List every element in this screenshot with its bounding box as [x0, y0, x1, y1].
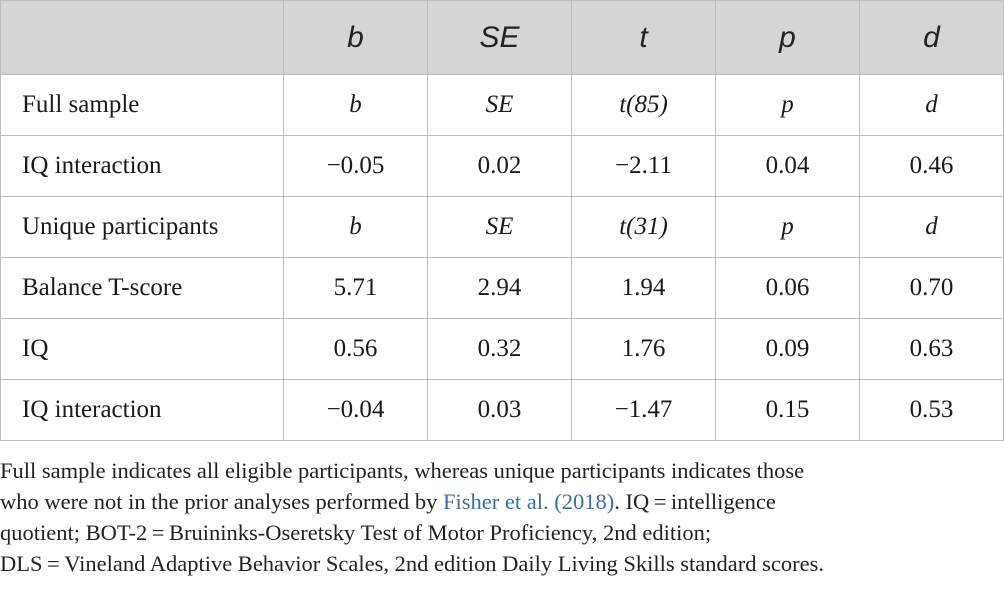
cell-p: p	[716, 75, 860, 136]
cell-t: 1.94	[572, 258, 716, 319]
footnote-line: DLS = Vineland Adaptive Behavior Scales, 2nd edition Daily Living Skills standard scores.	[0, 551, 824, 576]
cell-d: 0.63	[860, 319, 1004, 380]
footnote-text: . IQ = intelligence	[614, 489, 776, 514]
table-row	[1, 136, 1004, 197]
cell-p: 0.06	[716, 258, 860, 319]
cell-p: p	[716, 197, 860, 258]
row-label: IQ	[1, 319, 284, 380]
cell-se: 0.02	[428, 136, 572, 197]
cell-b: −0.04	[284, 380, 428, 441]
cell-p: 0.09	[716, 319, 860, 380]
table-row	[1, 197, 1004, 258]
table-body	[1, 75, 1004, 441]
cell-b: b	[284, 75, 428, 136]
table-header	[1, 1, 1004, 75]
row-label: IQ interaction	[1, 136, 284, 197]
footnote-line: quotient; BOT-2 = Bruininks-Oseretsky Test of Motor Proficiency, 2nd edition;	[0, 520, 712, 545]
cell-b: b	[284, 197, 428, 258]
cell-t: t(85)	[572, 75, 716, 136]
cell-p: 0.04	[716, 136, 860, 197]
table-footnote	[0, 455, 1000, 579]
footnote-line: Full sample indicates all eligible participants, whereas unique participants indicates those	[0, 458, 805, 483]
citation-link[interactable]: Fisher et al. (2018)	[443, 489, 615, 514]
cell-p: 0.15	[716, 380, 860, 441]
cell-t: t(31)	[572, 197, 716, 258]
cell-d: 0.70	[860, 258, 1004, 319]
cell-d: 0.46	[860, 136, 1004, 197]
footnote-text: who were not in the prior analyses performed by	[0, 489, 443, 514]
header-cell-label	[1, 1, 284, 75]
row-label: Full sample	[1, 75, 284, 136]
table-row	[1, 380, 1004, 441]
row-label: Unique participants	[1, 197, 284, 258]
table-row	[1, 258, 1004, 319]
cell-se: SE	[428, 197, 572, 258]
cell-se: SE	[428, 75, 572, 136]
header-cell-t: t	[572, 1, 716, 75]
cell-d: 0.53	[860, 380, 1004, 441]
cell-d: d	[860, 75, 1004, 136]
table-row	[1, 319, 1004, 380]
cell-d: d	[860, 197, 1004, 258]
header-cell-se: SE	[428, 1, 572, 75]
cell-b: −0.05	[284, 136, 428, 197]
cell-t: −2.11	[572, 136, 716, 197]
header-row	[1, 1, 1004, 75]
cell-se: 2.94	[428, 258, 572, 319]
header-cell-b: b	[284, 1, 428, 75]
footnote-line	[0, 486, 1000, 517]
cell-t: −1.47	[572, 380, 716, 441]
cell-t: 1.76	[572, 319, 716, 380]
header-cell-d: d	[860, 1, 1004, 75]
cell-se: 0.03	[428, 380, 572, 441]
table-row	[1, 75, 1004, 136]
cell-b: 0.56	[284, 319, 428, 380]
cell-se: 0.32	[428, 319, 572, 380]
header-cell-p: p	[716, 1, 860, 75]
row-label: IQ interaction	[1, 380, 284, 441]
row-label: Balance T-score	[1, 258, 284, 319]
cell-b: 5.71	[284, 258, 428, 319]
